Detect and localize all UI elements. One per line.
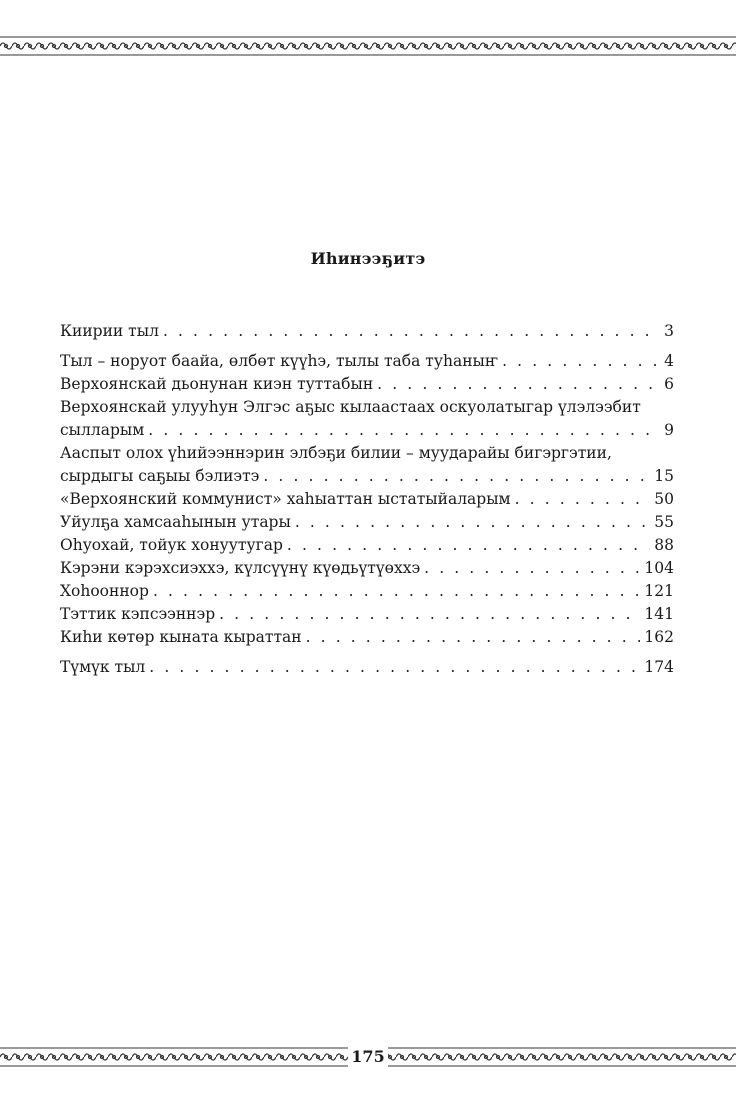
toc-entry[interactable] [60,396,674,442]
toc-entry-page: 6 [664,375,674,393]
toc-entry-title: Кэрэни кэрэхсиэххэ, күлсүүнү күөдьүтүөххэ [60,559,421,577]
toc-entry-title: Тэттик кэпсээннэр [60,605,216,623]
top-ornament-border [0,35,736,57]
toc-leader-dots [163,320,660,343]
toc-entry-page: 104 [644,559,674,577]
toc-entry-page: 121 [644,582,674,600]
toc-leader-dots [149,656,640,679]
table-of-contents [60,320,674,679]
toc-entry-title-line1: Ааспыт олох үһийээннэрин элбэҕи билии – муударайы бигэргэтии, [60,444,612,462]
toc-entry-page: 88 [654,536,674,554]
toc-entry[interactable] [60,626,674,649]
toc-leader-dots [424,557,640,580]
toc-leader-dots [153,580,640,603]
toc-leader-dots [515,488,651,511]
toc-leader-dots [148,419,660,442]
toc-entry-page: 162 [644,628,674,646]
toc-entry-title: Түмүк тыл [60,658,146,676]
toc-entry[interactable] [60,442,674,488]
toc-entry-page: 15 [654,467,674,485]
toc-entry-title: Уйулҕа хамсааһынын утары [60,513,291,531]
toc-entry-title: Тыл – норуот баайа, өлбөт күүһэ, тылы таба туһаныҥ [60,352,499,370]
toc-entry-title: Хоһооннор [60,582,149,600]
toc-entry-page: 3 [664,322,674,340]
toc-entry[interactable] [60,350,674,373]
toc-entry-page: 4 [664,352,674,370]
toc-entry-page: 9 [664,421,674,439]
toc-entry[interactable] [60,656,674,679]
toc-entry[interactable] [60,320,674,343]
page-number: 175 [348,1045,388,1069]
toc-leader-dots [377,373,660,396]
toc-entry-page: 55 [654,513,674,531]
toc-entry[interactable] [60,580,674,603]
toc-entry-title-line1: Верхоянскай улууһун Элгэс аҕыс кылаастаах оскуолатыгар үлэлээбит [60,398,641,416]
toc-entry-title: Оһуохай, тойук хонуутугар [60,536,283,554]
toc-leader-dots [295,511,650,534]
toc-leader-dots [306,626,641,649]
toc-entry-page: 141 [644,605,674,623]
toc-entry-title: сырдыгы саҕыы бэлиэтэ [60,467,260,485]
toc-leader-dots [502,350,660,373]
toc-leader-dots [263,465,650,488]
toc-entry[interactable] [60,373,674,396]
toc-entry-page: 174 [644,658,674,676]
toc-entry[interactable] [60,488,674,511]
toc-entry-title: Киһи көтөр кыната кыраттан [60,628,302,646]
toc-entry-page: 50 [654,490,674,508]
toc-entry[interactable] [60,557,674,580]
toc-entry-title: Киирии тыл [60,322,159,340]
toc-entry-title: «Верхоянский коммунист» хаһыаттан ыстатыйаларым [60,490,511,508]
toc-leader-dots [287,534,650,557]
toc-entry-title: Верхоянскай дьонунан киэн туттабын [60,375,374,393]
toc-entry[interactable] [60,511,674,534]
toc-leader-dots [219,603,640,626]
page-title: Иһинээҕитэ [310,249,426,268]
toc-entry[interactable] [60,534,674,557]
toc-entry[interactable] [60,603,674,626]
toc-entry-title: сылларым [60,421,145,439]
